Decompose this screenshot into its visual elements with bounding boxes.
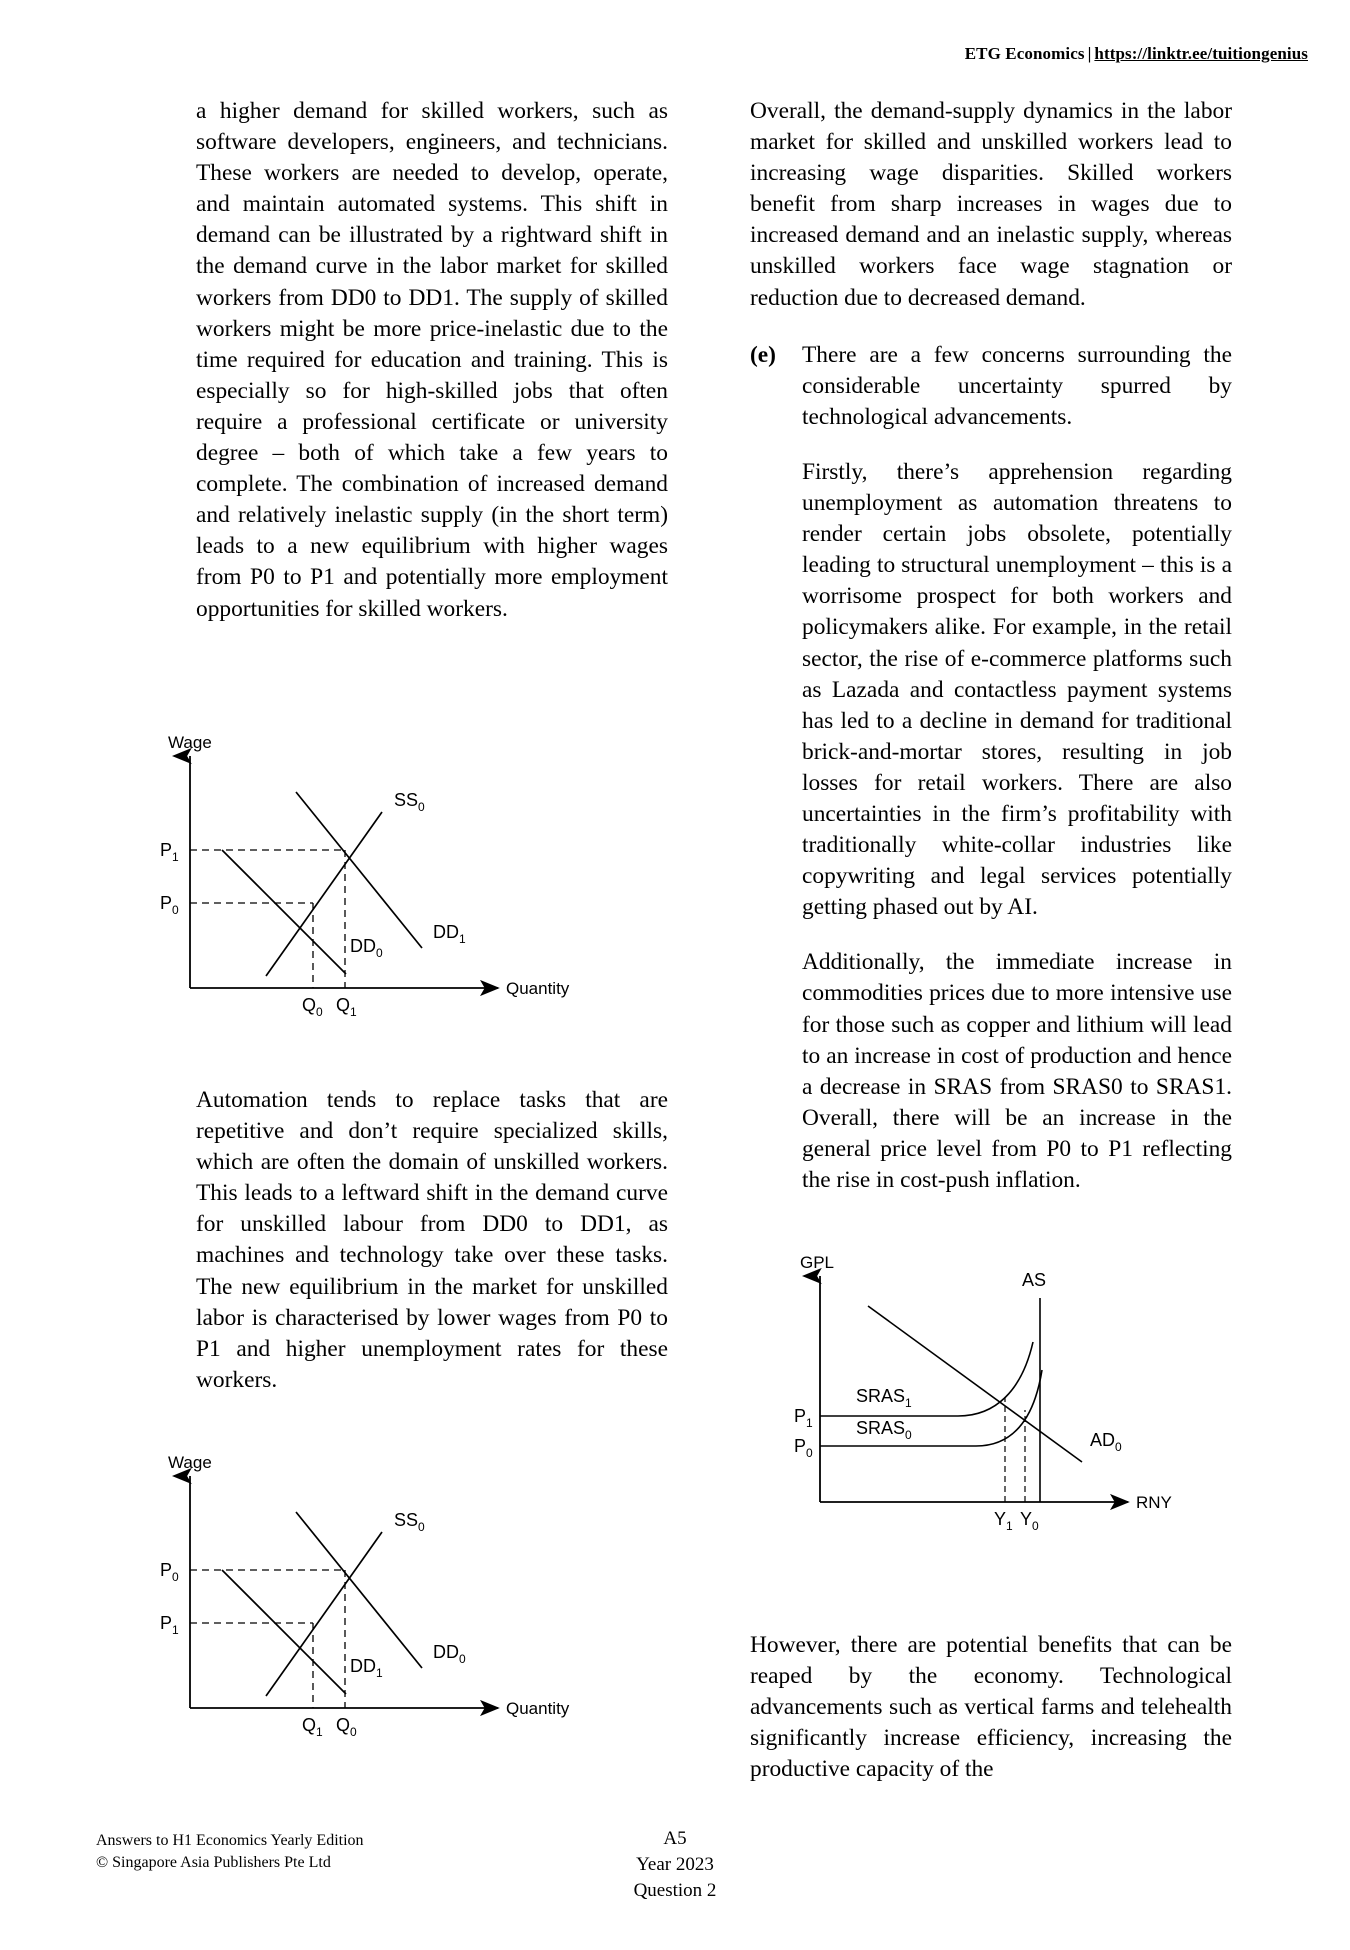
fig2-price-p1: $P_1$ <box>160 1613 179 1637</box>
header-separator: | <box>1087 44 1092 63</box>
paragraph-e-unemployment: Firstly, there’s apprehension regarding unemployment as automation threatens to render certain jobs obsolete, potentially leading to structural unemployment – this is a worrisome prospect for both workers and policymakers alike. For example, in the retail sector, the rise of e-commerce platforms such as Lazada and contactless payment systems has led to a decline in demand for traditional brick-and-mortar stores, resulting in job losses for retail workers. There are also uncertainties in the firm’s profitability with traditionally white-collar industries like copywriting and legal services potentially getting phased out by AI. <box>802 458 1232 921</box>
right-text-column <box>750 96 1232 1196</box>
footer-copyright-line: © Singapore Asia Publishers Pte Ltd <box>96 1854 331 1871</box>
figure-as-ad-cost-push <box>790 1250 1270 1540</box>
fig2-qty-q1: $Q_1$ <box>302 1715 323 1739</box>
fig2-curve-dd0: $DD_0$ <box>433 1642 466 1666</box>
fig1-price-p1: $P_1$ <box>160 840 179 864</box>
fig1-qty-q0: $Q_0$ <box>302 995 323 1019</box>
paragraph-skilled-workers: a higher demand for skilled workers, such as software developers, engineers, and technicians. These workers are needed to develop, operate, and maintain automated systems. This shift in demand can be illustrated by a rightward shift in the demand curve in the labor market for skilled workers from DD0 to DD1. The supply of skilled workers might be more price-inelastic due to the time required for education and training. This is especially so for high-skilled jobs that often require a professional certificate or university degree – both of which take a few years to complete. The combination of increased demand and relatively inelastic supply (in the short term) leads to a new equilibrium with higher wages from P0 to P1 and potentially more employment opportunities for skilled workers. <box>196 98 668 622</box>
fig1-y-axis-label: Wage <box>168 733 212 752</box>
fig2-x-axis-label: Quantity <box>506 1699 570 1718</box>
list-marker-e: (e) <box>750 341 776 368</box>
fig2-price-p0: $P_0$ <box>160 1560 179 1584</box>
fig3-y-axis-label: GPL <box>800 1253 835 1272</box>
figure-unskilled-labour-market <box>150 1450 670 1740</box>
fig2-qty-q0: $Q_0$ <box>336 1715 357 1739</box>
fig3-curve-sras1: $SRAS_1$ <box>856 1386 912 1410</box>
paragraph-overall-dynamics: Overall, the demand-supply dynamics in the labor market for skilled and unskilled workers lead to increasing wage disparities. Skilled workers benefit from sharp increases in wages due to increased demand and an inelastic supply, whereas unskilled workers face wage stagnation or reduction due to decreased demand. <box>750 98 1232 311</box>
fig1-curve-ss0: $SS_0$ <box>394 790 425 814</box>
fig3-output-y0: $Y_0$ <box>1020 1509 1039 1533</box>
header-url-link[interactable]: https://linktr.ee/tuitiongenius <box>1094 44 1308 63</box>
fig1-price-p0: $P_0$ <box>160 893 179 917</box>
fig3-curve-ad0: $AD_0$ <box>1090 1430 1122 1454</box>
fig2-curve-ss0: $SS_0$ <box>394 1510 425 1534</box>
fig1-qty-q1: $Q_1$ <box>336 995 357 1019</box>
fig3-curve-sras0: $SRAS_0$ <box>856 1418 912 1442</box>
fig2-curve-dd1: $DD_1$ <box>350 1656 383 1680</box>
left-text-column <box>196 96 668 625</box>
page-header <box>965 44 1308 64</box>
footer-page-number: A5 <box>663 1828 687 1849</box>
paragraph-benefits: However, there are potential benefits that can be reaped by the economy. Technological advancements such as vertical farms and telehealth significantly increase efficiency, increasing the productive capacity of the <box>750 1632 1232 1783</box>
fig3-curve-as: AS <box>1022 1270 1047 1290</box>
left-text-column-2 <box>196 1085 668 1396</box>
fig3-price-p0: $P_0$ <box>794 1436 813 1460</box>
footer-year: Year 2023 <box>636 1854 714 1875</box>
fig1-curve-dd1: $DD_1$ <box>433 922 466 946</box>
footer-center <box>0 1826 1350 1904</box>
footer-question: Question 2 <box>633 1880 717 1901</box>
fig1-x-axis-label: Quantity <box>506 979 570 998</box>
figure-skilled-labour-market <box>150 730 670 1020</box>
paragraph-e-commodities: Additionally, the immediate increase in commodities prices due to more intensive use for those such as copper and lithium will lead to an increase in cost of production and hence a decrease in SRAS from SRAS0 to SRAS1. Overall, there will be an increase in the general price level from P0 to P1 reflecting the rise in cost-push inflation. <box>802 949 1232 1193</box>
list-item-e <box>750 340 1232 1196</box>
header-brand: ETG Economics <box>964 44 1085 63</box>
fig2-y-axis-label: Wage <box>168 1453 212 1472</box>
fig3-output-y1: $Y_1$ <box>994 1509 1013 1533</box>
fig3-x-axis-label: RNY <box>1136 1493 1172 1512</box>
paragraph-unskilled-workers: Automation tends to replace tasks that are repetitive and don’t require specialized skills, which are often the domain of unskilled workers. This leads to a leftward shift in the demand curve for unskilled labour from DD0 to DD1, as machines and technology take over these tasks. The new equilibrium in the market for unskilled labor is characterised by lower wages from P0 to P1 and higher unemployment rates for these workers. <box>196 1087 668 1393</box>
paragraph-e-intro: There are a few concerns surrounding the considerable uncertainty spurred by technological advancements. <box>802 341 1232 430</box>
right-text-column-2 <box>750 1630 1232 1785</box>
fig3-price-p1: $P_1$ <box>794 1406 813 1430</box>
footer-edition-line: Answers to H1 Economics Yearly Edition <box>96 1832 364 1849</box>
fig1-curve-dd0: $DD_0$ <box>350 936 383 960</box>
